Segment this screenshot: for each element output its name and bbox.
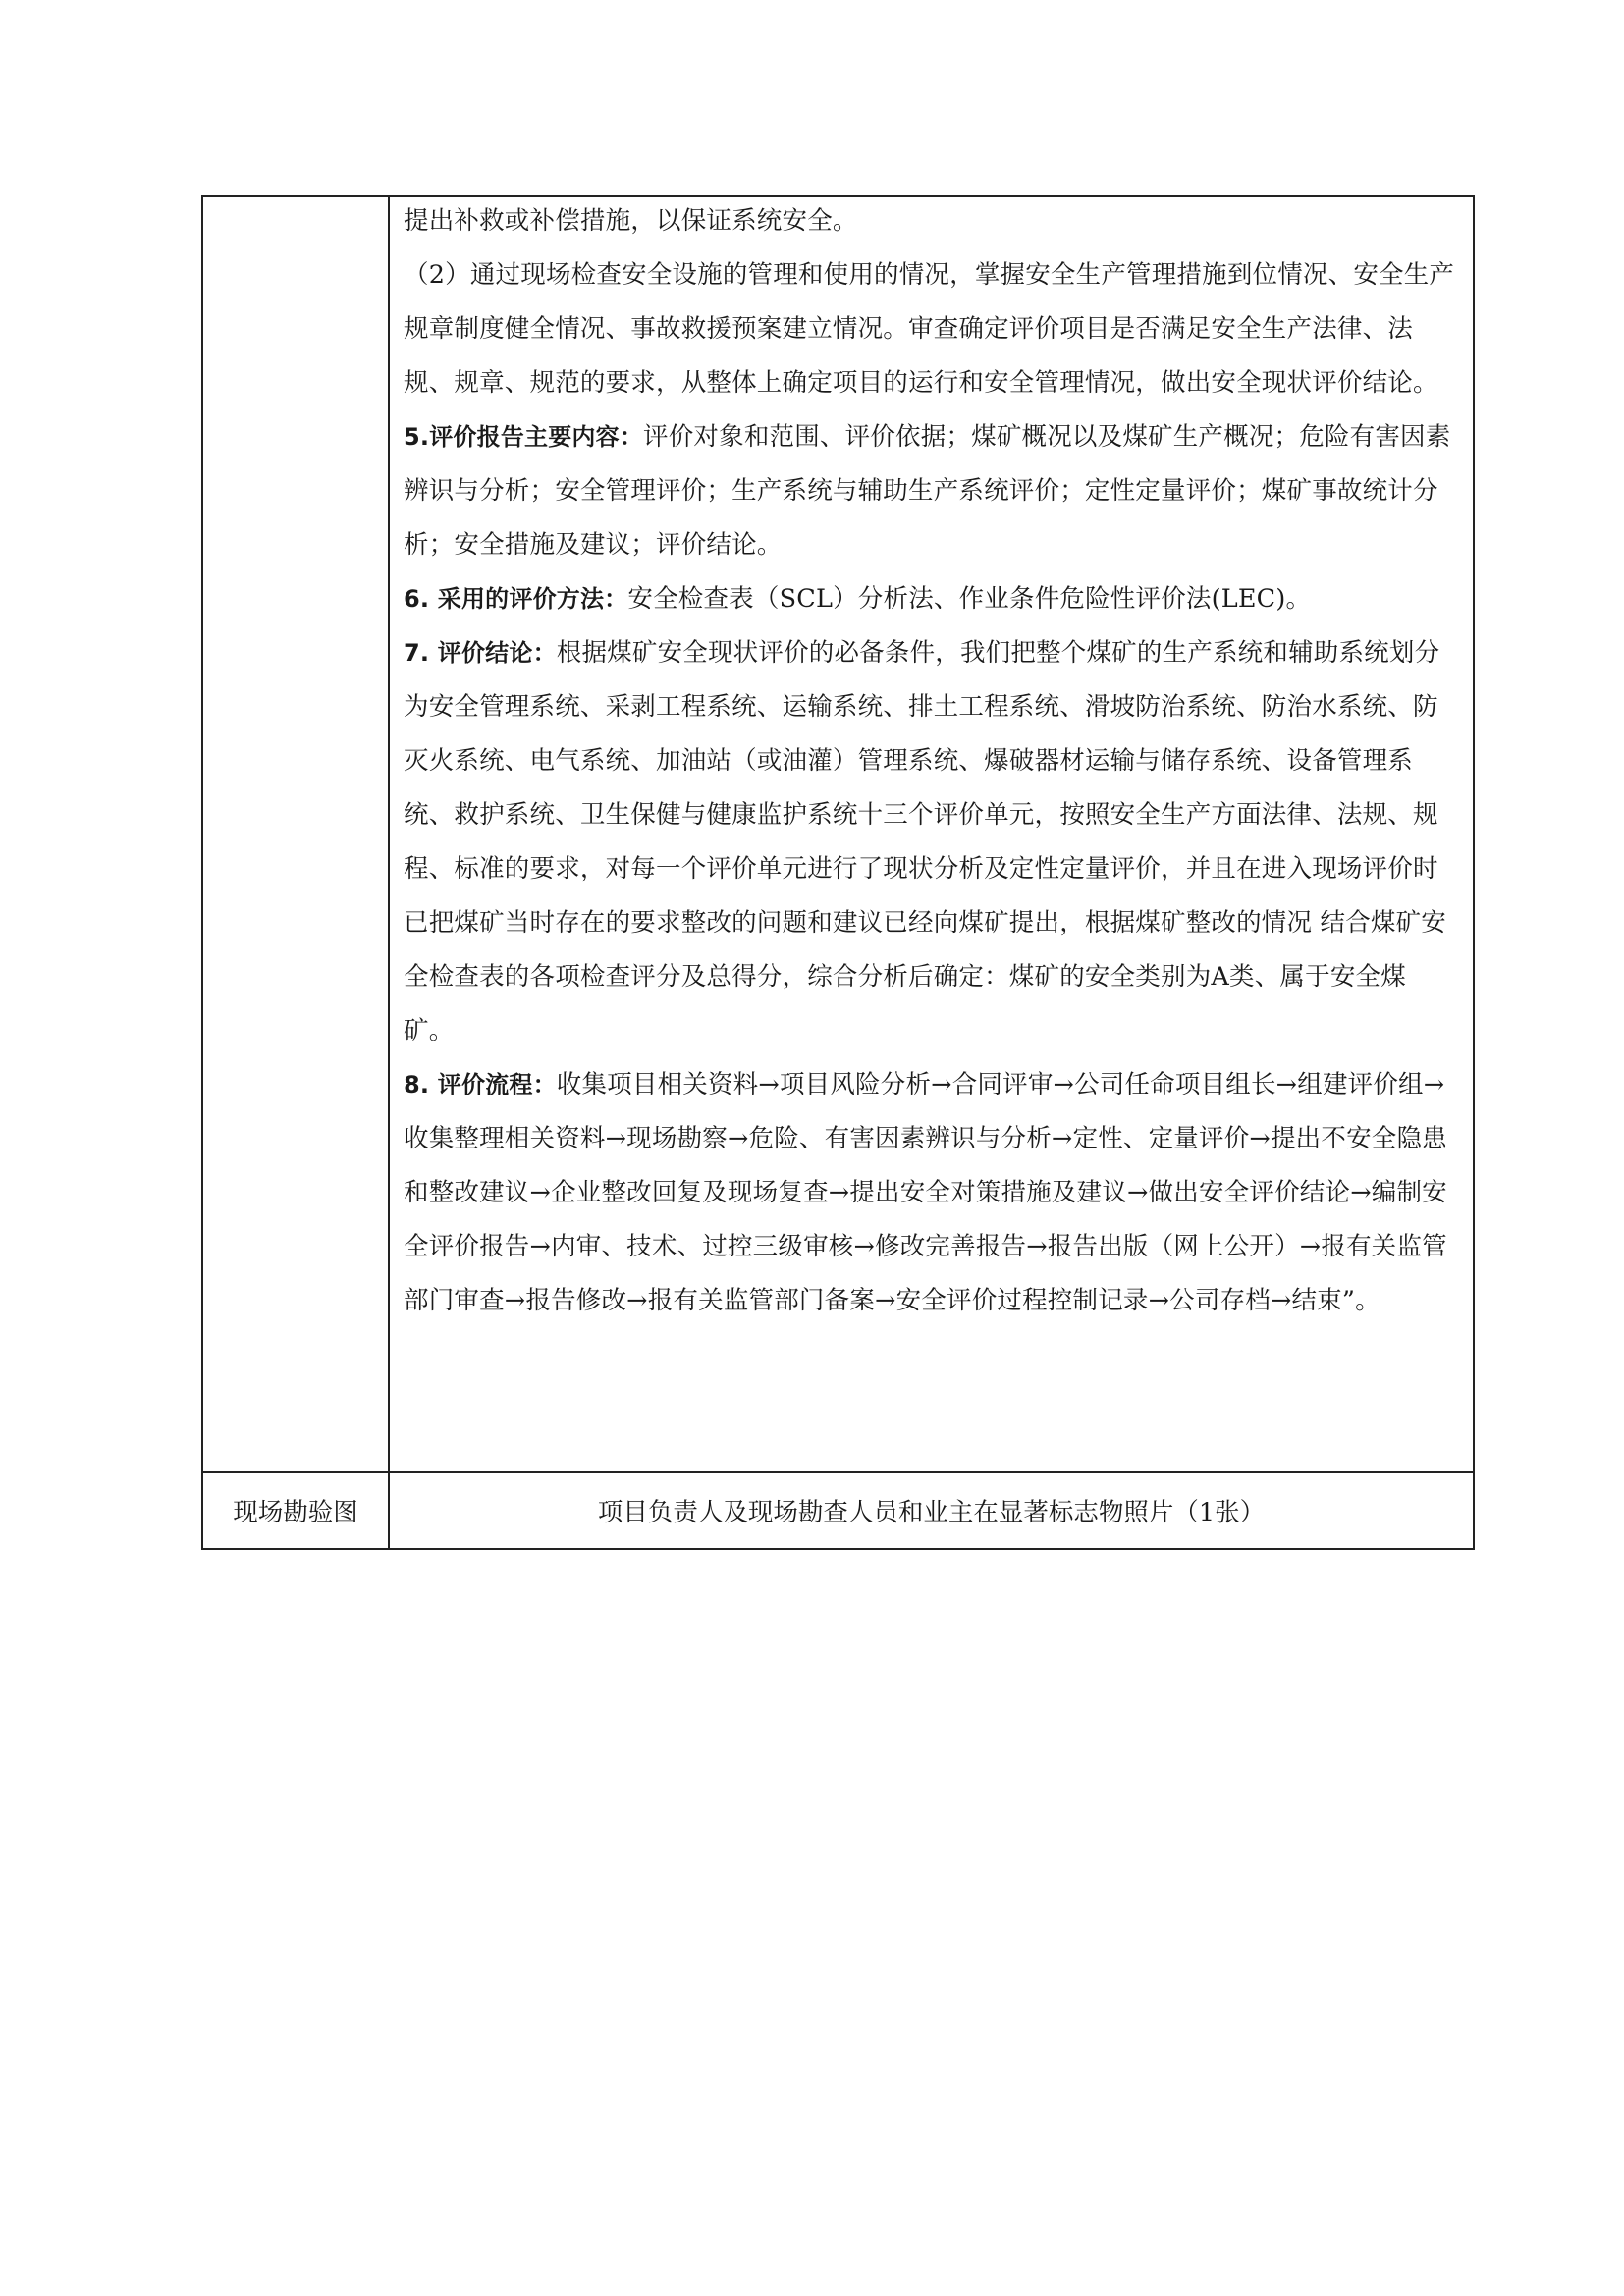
paragraph-head-conclusion: 7. 评价结论： xyxy=(404,639,557,667)
paragraph-head-methods: 6. 采用的评价方法： xyxy=(404,585,628,613)
table-row-evaluation-details xyxy=(202,196,1474,1472)
paragraph-remedy xyxy=(404,194,1455,248)
evaluation-info-table xyxy=(201,195,1475,1550)
paragraph-text: 根据煤矿安全现状评价的必备条件，我们把整个煤矿的生产系统和辅助系统划分为安全管理系统、采剥工程系统、运输系统、排土工程系统、滑坡防治系统、防治水系统、防灭火系统、电气系统、加油站（或油灌）管理系统、爆破器材运输与储存系统、设备管理系统、救护系统、卫生保健与健康监护系统十三个评价单元，按照安全生产方面法律、法规、规程、标准的要求，对每一个评价单元进行了现状分析及定性定量评价，并且在进入现场评价时已把煤矿当时存在的要求整改的问题和建议已经向煤矿提出，根据煤矿整改的情况 结合煤矿安全检查表的各项检查评分及总得分，综合分析后确定：煤矿的安全类别为A类、属于安全煤矿。 xyxy=(404,638,1447,1045)
paragraph-process xyxy=(404,1058,1455,1328)
paragraph-text: 安全检查表（SCL）分析法、作业条件危险性评价法(LEC)。 xyxy=(627,584,1312,614)
paragraph-text: （2）通过现场检查安全设施的管理和使用的情况，掌握安全生产管理措施到位情况、安全生产规章制度健全情况、事故救援预案建立情况。审查确定评价项目是否满足安全生产法律、法规、规章、规范的要求，从整体上确定项目的运行和安全管理情况，做出安全现状评价结论。 xyxy=(404,260,1455,398)
row-label-site-photo: 现场勘验图 xyxy=(202,1472,389,1549)
paragraph-head-report-contents: 5.评价报告主要内容： xyxy=(404,423,644,451)
paragraph-report-contents xyxy=(404,410,1455,572)
row-label-empty xyxy=(202,196,389,1472)
paragraph-head-process: 8. 评价流程： xyxy=(404,1071,557,1098)
paragraph-text: 提出补救或补偿措施，以保证系统安全。 xyxy=(404,206,858,236)
paragraph-text: 评价对象和范围、评价依据；煤矿概况以及煤矿生产概况；危险有害因素辨识与分析；安全管理评价；生产系统与辅助生产系统评价；定性定量评价；煤矿事故统计分析；安全措施及建议；评价结论。 xyxy=(404,422,1451,560)
table-row-site-photo xyxy=(202,1472,1474,1549)
site-photo-description: 项目负责人及现场勘查人员和业主在显著标志物照片（1张） xyxy=(389,1472,1474,1549)
paragraph-site-inspection xyxy=(404,248,1455,410)
paragraph-text: 收集项目相关资料→项目风险分析→合同评审→公司任命项目组长→组建评价组→收集整理相关资料→现场勘察→危险、有害因素辨识与分析→定性、定量评价→提出不安全隐患和整改建议→企业整改回复及现场复查→提出安全对策措施及建议→做出安全评价结论→编制安全评价报告→内审、技术、过控三级审核→修改完善报告→报告出版（网上公开）→报有关监管部门审查→报告修改→报有关监管部门备案→安全评价过程控制记录→公司存档→结束”。 xyxy=(404,1070,1447,1315)
paragraph-methods xyxy=(404,572,1455,626)
evaluation-details-cell xyxy=(389,196,1474,1472)
paragraph-conclusion xyxy=(404,626,1455,1058)
